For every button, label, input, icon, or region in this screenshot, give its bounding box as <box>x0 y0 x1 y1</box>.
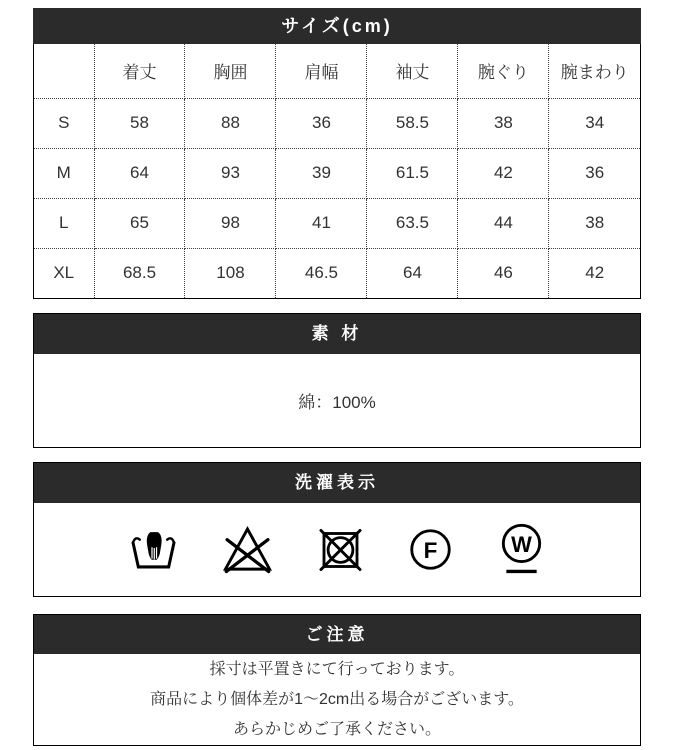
value-cell: 98 <box>185 198 276 248</box>
hand-wash-icon <box>130 527 177 572</box>
value-cell: 44 <box>458 198 549 248</box>
value-cell: 63.5 <box>367 198 458 248</box>
dry-clean-f-icon <box>408 527 453 572</box>
size-table-wrap <box>33 44 641 299</box>
size-table-body <box>34 98 640 298</box>
size-label-cell: XL <box>34 248 94 298</box>
size-label-cell: S <box>34 98 94 148</box>
value-cell: 42 <box>458 148 549 198</box>
column-header: 袖丈 <box>367 44 458 98</box>
table-row <box>34 148 640 198</box>
notice-line: 商品により個体差が1～2cm出る場合がございます。 <box>150 690 524 708</box>
value-cell: 41 <box>276 198 367 248</box>
notice-section <box>33 614 641 746</box>
svg-text:W: W <box>510 531 532 557</box>
value-cell: 108 <box>185 248 276 298</box>
value-cell: 38 <box>458 98 549 148</box>
value-cell: 36 <box>276 98 367 148</box>
column-header: 腕ぐり <box>458 44 549 98</box>
table-row <box>34 248 640 298</box>
notice-body <box>34 654 640 745</box>
value-cell: 64 <box>94 148 185 198</box>
notice-line: あらかじめご了承ください。 <box>232 720 441 738</box>
value-cell: 88 <box>185 98 276 148</box>
column-header: 胸囲 <box>185 44 276 98</box>
value-cell: 64 <box>367 248 458 298</box>
value-cell: 39 <box>276 148 367 198</box>
washing-symbols <box>34 503 640 596</box>
size-section-title: サイズ(cm) <box>33 8 641 44</box>
value-cell: 46.5 <box>276 248 367 298</box>
value-cell: 65 <box>94 198 185 248</box>
do-not-bleach-icon <box>222 525 273 574</box>
material-content: 綿：100% <box>298 393 376 412</box>
value-cell: 46 <box>458 248 549 298</box>
material-section-title: 素 材 <box>34 314 640 354</box>
table-row <box>34 98 640 148</box>
size-table-header-row <box>34 44 640 98</box>
notice-line: 採寸は平置きにて行っております。 <box>209 660 465 678</box>
corner-cell <box>34 44 94 98</box>
column-header: 着丈 <box>94 44 185 98</box>
wet-clean-w-icon <box>498 523 545 576</box>
value-cell: 58 <box>94 98 185 148</box>
value-cell: 93 <box>185 148 276 198</box>
value-cell: 36 <box>549 148 640 198</box>
value-cell: 34 <box>549 98 640 148</box>
do-not-tumble-dry-icon <box>318 528 363 572</box>
size-label-cell: L <box>34 198 94 248</box>
value-cell: 58.5 <box>367 98 458 148</box>
notice-section-title: ご注意 <box>34 615 640 654</box>
value-cell: 61.5 <box>367 148 458 198</box>
value-cell: 38 <box>549 198 640 248</box>
svg-text:F: F <box>423 537 437 563</box>
washing-section <box>33 462 641 597</box>
table-row <box>34 198 640 248</box>
value-cell: 68.5 <box>94 248 185 298</box>
washing-section-title: 洗濯表示 <box>34 463 640 503</box>
column-header: 肩幅 <box>276 44 367 98</box>
column-header: 腕まわり <box>549 44 640 98</box>
material-section <box>33 313 641 448</box>
size-table <box>34 44 640 298</box>
value-cell: 42 <box>549 248 640 298</box>
size-label-cell: M <box>34 148 94 198</box>
size-section <box>33 8 641 299</box>
